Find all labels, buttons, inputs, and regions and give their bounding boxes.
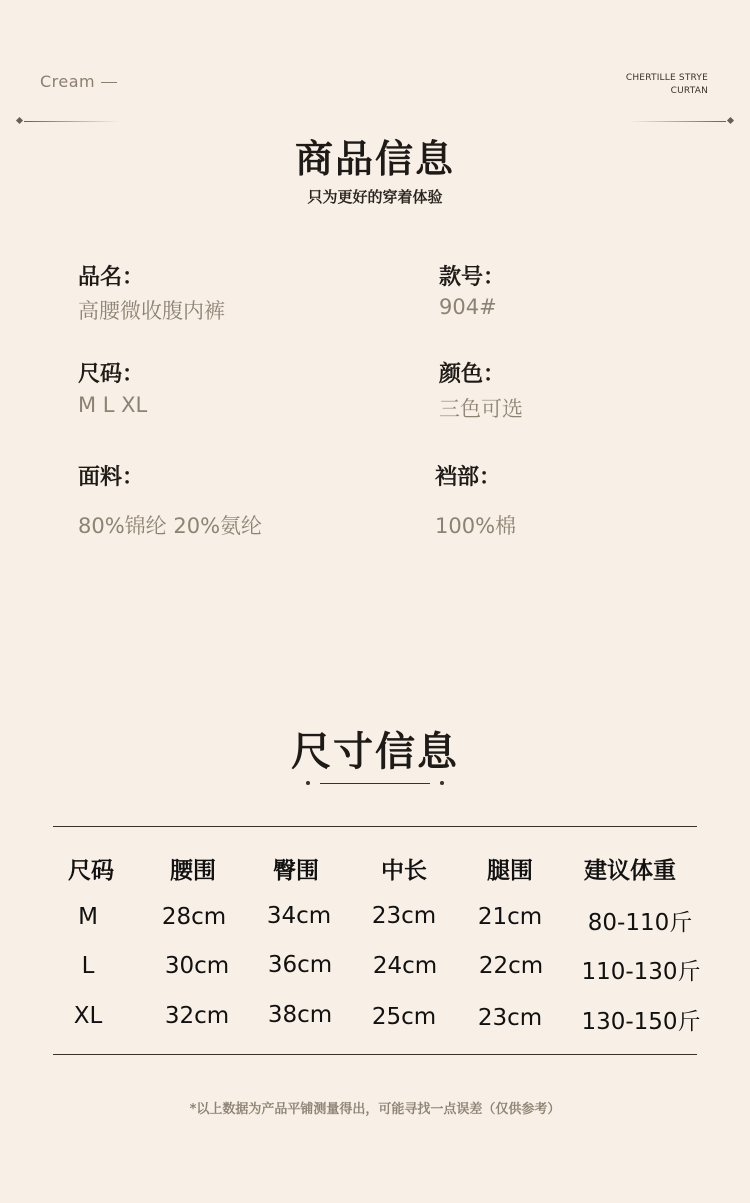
field-label-style-no: 款号：	[439, 265, 506, 290]
field-label-color: 颜色：	[439, 362, 506, 387]
table-top-rule	[53, 826, 697, 827]
tagline-line-2: CURTAN	[670, 86, 708, 96]
field-value-fabric: 80%锦纶 20%氨纶	[78, 514, 263, 538]
brand-text: Cream	[40, 72, 96, 91]
dot-icon	[306, 781, 310, 785]
right-divider	[630, 117, 734, 125]
table-cell: M	[78, 904, 98, 930]
table-bottom-rule	[53, 1054, 697, 1055]
field-label-size: 尺码：	[78, 362, 145, 387]
tagline-line-1: CHERTILLE STRYE	[625, 73, 708, 83]
table-cell: 130-150斤	[581, 1009, 701, 1035]
col-header-thigh: 腿围	[487, 858, 533, 884]
table-cell: 28cm	[161, 904, 227, 930]
table-cell: 24cm	[372, 953, 438, 979]
field-value-color: 三色可选	[439, 397, 523, 421]
table-cell: 32cm	[164, 1003, 230, 1029]
brand-dash	[101, 82, 117, 83]
table-cell: 110-130斤	[581, 959, 701, 985]
field-label-name: 品名：	[78, 265, 145, 290]
table-cell: 36cm	[267, 952, 333, 978]
col-header-waist: 腰围	[170, 858, 216, 884]
table-cell: 34cm	[266, 903, 332, 929]
brand-name	[40, 72, 117, 91]
diamond-icon	[16, 117, 23, 124]
product-info-subtitle: 只为更好的穿着体验	[307, 188, 443, 206]
diamond-icon	[727, 117, 734, 124]
table-cell: 25cm	[371, 1004, 437, 1030]
table-cell: XL	[73, 1003, 103, 1029]
col-header-length: 中长	[381, 858, 427, 884]
left-divider	[16, 117, 120, 125]
table-cell: 22cm	[478, 953, 544, 979]
field-label-fabric: 面料：	[78, 465, 145, 490]
table-cell: 23cm	[371, 903, 437, 929]
product-info-title: 商品信息	[294, 137, 455, 181]
field-value-style-no: 904#	[439, 295, 497, 319]
table-cell: L	[81, 953, 95, 979]
dot-icon	[440, 781, 444, 785]
col-header-hip: 臀围	[273, 858, 319, 884]
table-cell: 80-110斤	[587, 910, 693, 936]
footnote: *以上数据为产品平铺测量得出，可能寻找一点误差（仅供参考）	[189, 1102, 561, 1117]
size-info-title: 尺寸信息	[291, 729, 459, 775]
field-value-crotch: 100%棉	[435, 514, 517, 538]
table-cell: 38cm	[267, 1002, 333, 1028]
table-cell: 23cm	[477, 1005, 543, 1031]
col-header-weight: 建议体重	[584, 858, 676, 884]
col-header-size: 尺码	[68, 858, 114, 884]
table-cell: 21cm	[477, 904, 543, 930]
field-value-name: 高腰微收腹内裤	[78, 299, 225, 323]
field-value-size: M L XL	[78, 393, 148, 417]
field-label-crotch: 裆部：	[435, 465, 502, 490]
tagline	[626, 72, 708, 98]
table-cell: 30cm	[164, 953, 230, 979]
title-ornament	[306, 779, 444, 787]
